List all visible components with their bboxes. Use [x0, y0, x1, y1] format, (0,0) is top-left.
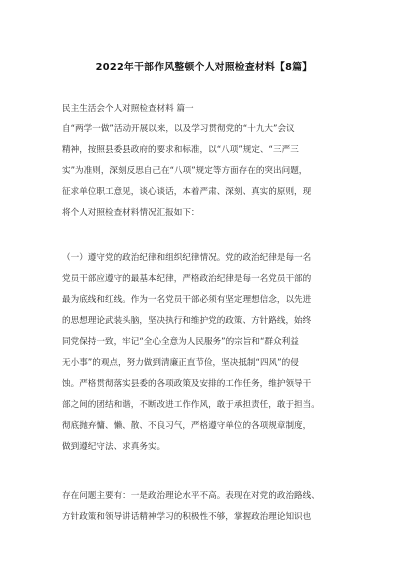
- section-1-line: 的思想理论武装头脑，坚决执行和维护党的政策、方针路线，始终: [62, 316, 312, 326]
- section-heading: 民主生活会个人对照检查材料 篇一: [62, 104, 194, 114]
- section-1-line: 彻底抛弃慵、懒、散、不良习气，严格遵守单位的各项规章制度，: [62, 421, 312, 431]
- section-1-line: 做到遵纪守法、求真务实。: [62, 442, 166, 452]
- section-1-line: 部之间的团结和谐，不断改进工作作风，敢于承担责任，敢于担当。: [62, 400, 320, 410]
- section-1-line: 党员干部应遵守的最基本纪律，严格政治纪律是每一名党员干部的: [62, 274, 312, 284]
- intro-line: 自“两学一做”活动开展以来，以及学习贯彻党的“十九大”会议: [62, 124, 295, 134]
- intro-line: 征求单位职工意见，谈心谈话，本着严肃、深刻、真实的原则，现: [62, 187, 312, 197]
- problems-line: 存在问题主要有：一是政治理论水平不高。表现在对党的政治路线、: [62, 491, 320, 501]
- section-1-line: 最为底线和红线。作为一名党员干部必须有坚定理想信念，以先进: [62, 295, 312, 305]
- intro-line: 实”为准则，深刻反思自己在“八项”规定等方面存在的突出问题，: [62, 166, 308, 176]
- section-1-line: 蚀。严格贯彻落实县委的各项政策及安排的工作任务，维护领导干: [62, 379, 312, 389]
- section-1-line: 无小事”的观点，努力做到清廉正直节俭，坚决抵制“四风”的侵: [62, 358, 299, 368]
- document-title: 2022年干部作风整顿个人对照检查材料【8篇】: [95, 62, 313, 73]
- intro-line: 将个人对照检查材料情况汇报如下：: [62, 208, 200, 218]
- intro-line: 精神，按照县委县政府的要求和标准，以“八项”规定、“三严三: [62, 145, 299, 155]
- section-1-line: （一）遵守党的政治纪律和组织纪律情况。党的政治纪律是每一名: [62, 253, 312, 263]
- section-1-line: 同党保持一致，牢记“全心全意为人民服务”的宗旨和“群众利益: [62, 337, 299, 347]
- problems-line: 方针政策和领导讲话精神学习的积极性不够，掌握政治理论知识也: [62, 512, 312, 522]
